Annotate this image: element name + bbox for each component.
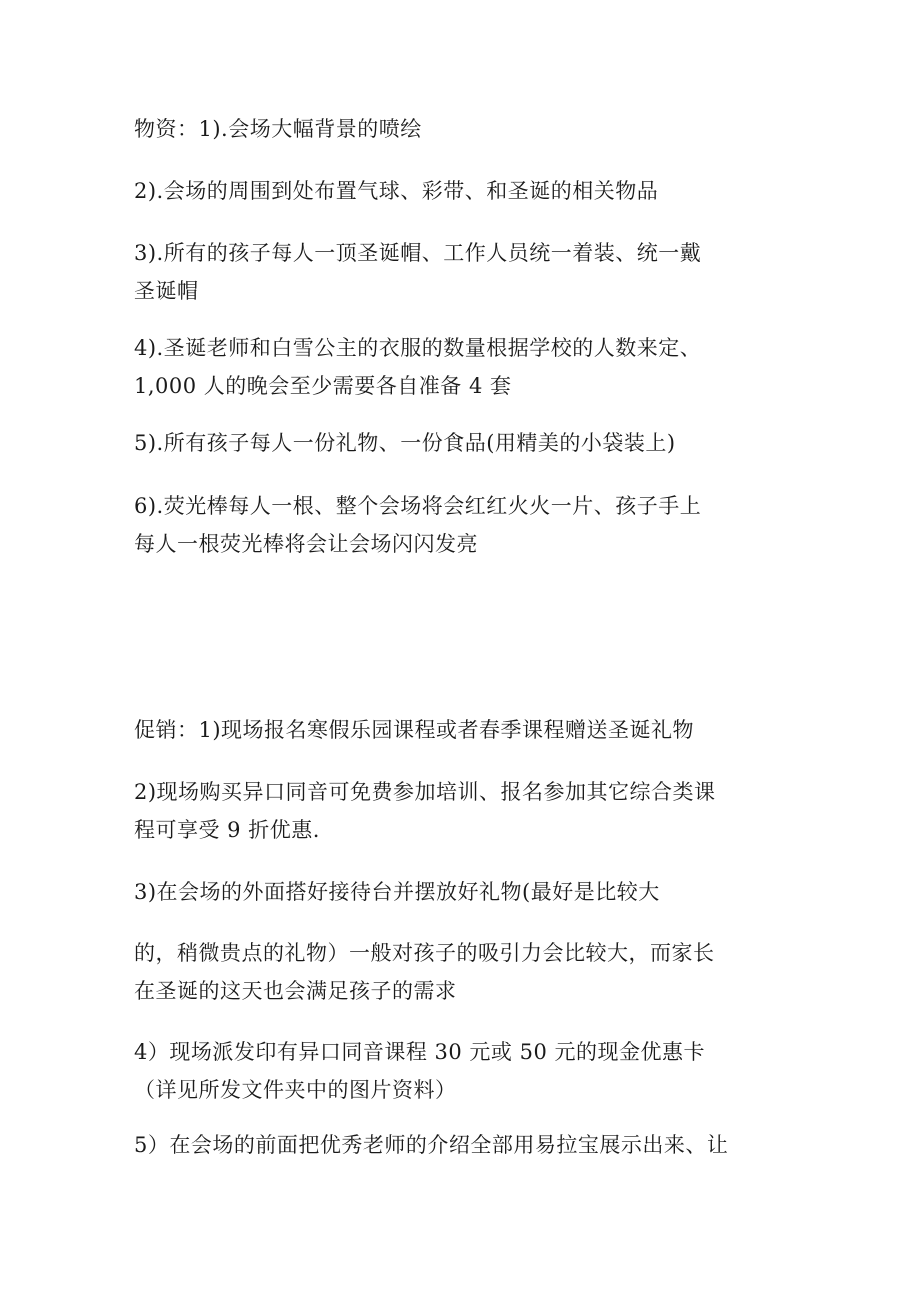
text-line: 物资：1).会场大幅背景的喷绘 — [134, 117, 422, 141]
text-line: 5).所有孩子每人一份礼物、一份食品(用精美的小袋装上) — [134, 431, 676, 455]
text-line: 3)在会场的外面搭好接待台并摆放好礼物(最好是比较大 — [134, 880, 660, 904]
materials-item-3 — [134, 234, 774, 310]
promotion-item-3-continued — [134, 934, 774, 1010]
text-line: 促销：1)现场报名寒假乐园课程或者春季课程赠送圣诞礼物 — [134, 718, 695, 742]
text-line: 2).会场的周围到处布置气球、彩带、和圣诞的相关物品 — [134, 179, 659, 203]
text-line: 圣诞帽 — [134, 279, 199, 303]
text-line: 的，稍微贵点的礼物）一般对孩子的吸引力会比较大，而家长 — [134, 941, 715, 965]
text-line: （详见所发文件夹中的图片资料） — [134, 1078, 457, 1102]
text-line: 4）现场派发印有异口同音课程 30 元或 50 元的现金优惠卡 — [134, 1040, 706, 1064]
text-line: 6).荧光棒每人一根、整个会场将会红红火火一片、孩子手上 — [134, 494, 702, 518]
promotion-item-1 — [134, 711, 774, 749]
text-line: 在圣诞的这天也会满足孩子的需求 — [134, 979, 457, 1003]
promotion-item-3 — [134, 873, 774, 911]
promotion-item-5 — [134, 1126, 774, 1164]
text-line: 每人一根荧光棒将会让会场闪闪发亮 — [134, 532, 478, 556]
materials-item-6 — [134, 487, 774, 563]
text-line: 程可享受 9 折优惠. — [134, 818, 320, 842]
text-line: 3).所有的孩子每人一顶圣诞帽、工作人员统一着装、统一戴 — [134, 241, 702, 265]
materials-item-1 — [134, 110, 774, 148]
promotion-item-4 — [134, 1033, 774, 1109]
text-line: 2)现场购买异口同音可免费参加培训、报名参加其它综合类课 — [134, 780, 716, 804]
materials-item-2 — [134, 172, 774, 210]
text-line: 4).圣诞老师和白雪公主的衣服的数量根据学校的人数来定、 — [134, 336, 702, 360]
text-line: 5）在会场的前面把优秀老师的介绍全部用易拉宝展示出来、让 — [134, 1133, 729, 1157]
promotion-item-2 — [134, 773, 774, 849]
text-line: 1,000 人的晚会至少需要各自准备 4 套 — [134, 374, 512, 398]
materials-item-4 — [134, 329, 774, 405]
materials-item-5 — [134, 424, 774, 462]
